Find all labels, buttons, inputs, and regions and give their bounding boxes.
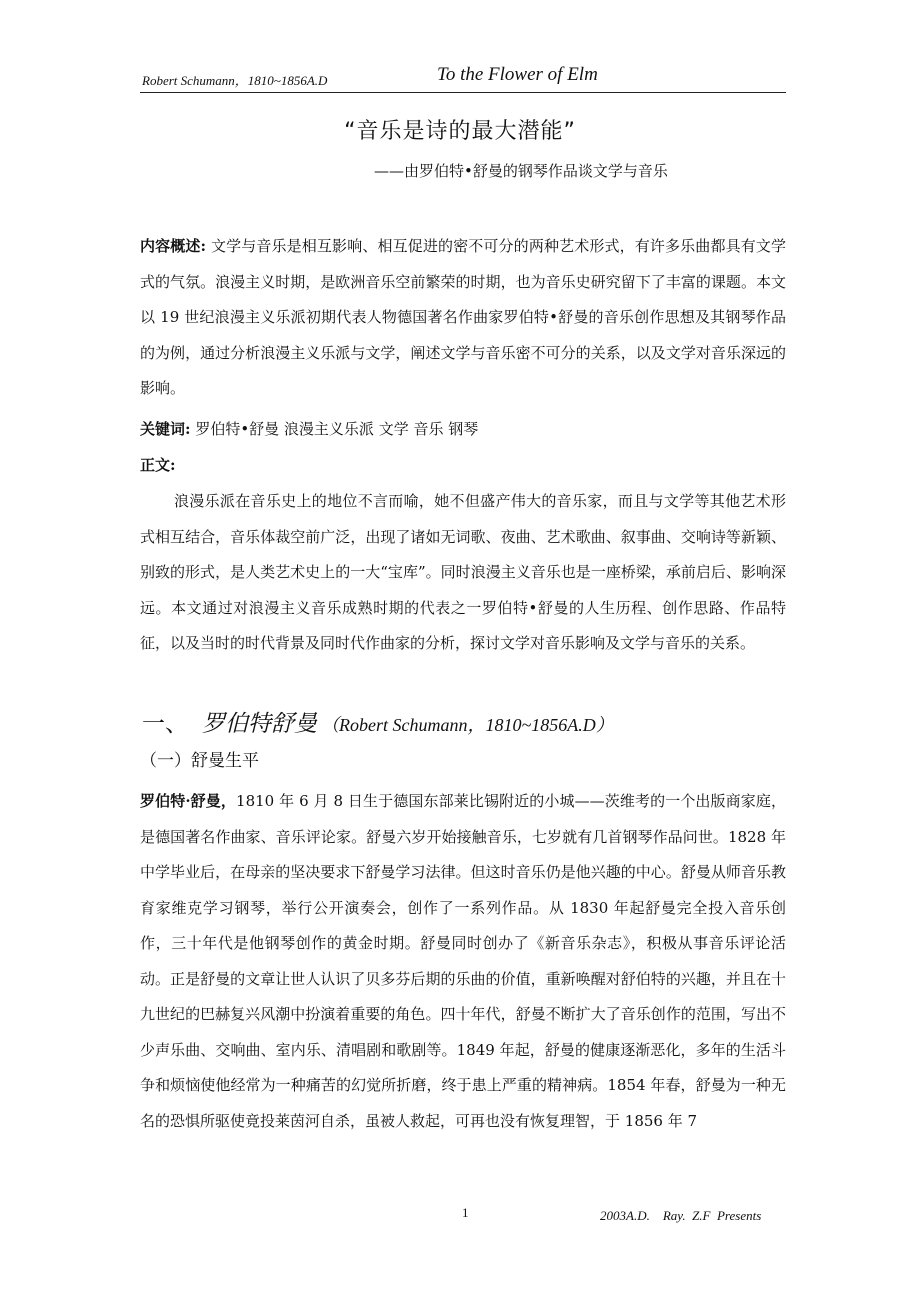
page-header bbox=[140, 64, 786, 93]
section-number: 一、 bbox=[142, 711, 188, 737]
section-title: 罗伯特舒曼 bbox=[202, 711, 317, 737]
document-title: “音乐是诗的最大潜能” bbox=[344, 119, 576, 144]
keywords-paragraph bbox=[140, 412, 786, 448]
body-label: 正文: bbox=[140, 456, 176, 474]
header-left-text: Robert Schumann，1810~1856A.D bbox=[142, 73, 328, 88]
abstract-text: 文学与音乐是相互影响、相互促进的密不可分的两种艺术形式，有许多乐曲都具有文学式的气氛。浪漫主义时期，是欧洲音乐空前繁荣的时期，也为音乐史研究留下了丰富的课题。本文以 19 世纪浪漫主义乐派初期代表人物德国著名作曲家罗伯特•舒曼的音乐创作思想及其钢琴作品的为例，通过分析浪漫主义乐派与文学，阐述文学与音乐密不可分的关系，以及文学对音乐深远的影响。 bbox=[140, 237, 786, 397]
biography-paragraph bbox=[140, 784, 786, 1139]
section-english-title: （Robert Schumann，1810~1856A.D） bbox=[321, 715, 614, 735]
intro-paragraph: 浪漫乐派在音乐史上的地位不言而喻，她不但盛产伟大的音乐家，而且与文学等其他艺术形式相互结合，音乐体裁空前广泛，出现了诸如无词歌、夜曲、艺术歌曲、叙事曲、交响诗等新颖、别致的形式，是人类艺术史上的一大“宝库”。同时浪漫主义音乐也是一座桥梁，承前启后、影响深远。本文通过对浪漫主义音乐成熟时期的代表之一罗伯特•舒曼的人生历程、创作思路、作品特征，以及当时的时代背景及同时代作曲家的分析，探讨文学对音乐影响及文学与音乐的关系。 bbox=[140, 492, 786, 652]
section-heading bbox=[142, 705, 614, 738]
biography-text: 1810 年 6 月 8 日生于德国东部莱比锡附近的小城——茨维考的一个出版商家庭，是德国著名作曲家、音乐评论家。舒曼六岁开始接触音乐，七岁就有几首钢琴作品问世。1828 年中学毕业后，在母亲的坚决要求下舒曼学习法律。但这时音乐仍是他兴趣的中心。舒曼从师音乐教育家维克学习钢琴，举行公开演奏会，创作了一系列作品。从 1830 年起舒曼完全投入音乐创作，三十年代是他钢琴创作的黄金时期。舒曼同时创办了《新音乐杂志》，积极从事音乐评论活动。正是舒曼的文章让世人认识了贝多芬后期的乐曲的价值，重新唤醒对舒伯特的兴趣，并且在十九世纪的巴赫复兴风潮中扮演着重要的角色。四十年代，舒曼不断扩大了音乐创作的范围，写出不少声乐曲、交响曲、室内乐、清唱剧和歌剧等。1849 年起，舒曼的健康逐渐恶化，多年的生活斗争和烦恼使他经常为一种痛苦的幻觉所折磨，终于患上严重的精神病。1854 年春，舒曼为一种无名的恐惧所驱使竟投莱茵河自杀，虽被人救起，可再也没有恢复理智，于 1856 年 7 bbox=[140, 792, 786, 1130]
subsection-heading: （一）舒曼生平 bbox=[140, 751, 259, 771]
footer-credit: 2003A.D. Ray. Z.F Presents bbox=[600, 1208, 762, 1223]
keywords-label: 关键词: bbox=[140, 420, 191, 438]
abstract-label: 内容概述: bbox=[140, 237, 207, 255]
page-number: 1 bbox=[462, 1205, 469, 1220]
biography-name: 罗伯特·舒曼， bbox=[140, 792, 237, 810]
document-subtitle: ——由罗伯特•舒曼的钢琴作品谈文学与音乐 bbox=[374, 162, 668, 180]
keywords-text: 罗伯特•舒曼 浪漫主义乐派 文学 音乐 钢琴 bbox=[190, 420, 479, 438]
header-center-text: To the Flower of Elm bbox=[437, 64, 598, 85]
abstract-paragraph bbox=[140, 229, 786, 407]
